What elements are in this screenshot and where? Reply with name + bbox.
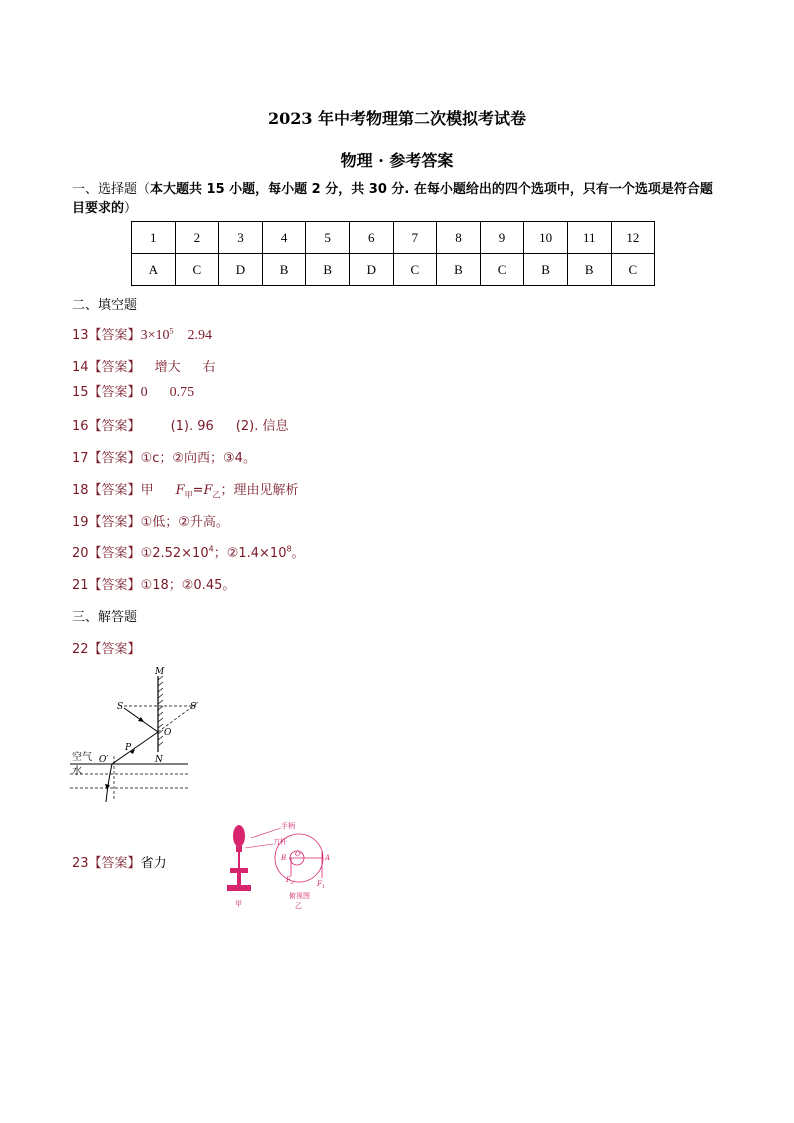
question-number: 17: [72, 451, 89, 466]
table-cell-number: 4: [262, 222, 306, 254]
answer-tag: 【答案】: [88, 515, 141, 530]
table-cell-number: 5: [306, 222, 350, 254]
question-number: 15: [72, 385, 89, 400]
label-air: 空气: [72, 752, 92, 763]
table-cell-answer: B: [524, 254, 568, 286]
table-cell-answer: C: [611, 254, 655, 286]
table-cell-number: 6: [349, 222, 393, 254]
label-jia: 甲: [235, 900, 242, 908]
question-number: 16: [72, 419, 89, 434]
section1-heading: [72, 180, 722, 218]
answer-row-17: [72, 447, 256, 466]
answer-value: 甲: [140, 483, 154, 498]
arrow-icon: [138, 717, 144, 722]
label-m: M: [155, 667, 165, 677]
answer-row-23: [72, 852, 167, 871]
answer-row-21: [72, 574, 235, 593]
question-number: 23: [72, 856, 89, 871]
answer-tag: 【答案】: [88, 419, 141, 434]
mirror-hatching: [158, 676, 163, 746]
answer-value: 右: [202, 360, 216, 375]
choice-answer-table: [131, 221, 655, 286]
table-cell-answer: C: [393, 254, 437, 286]
table-cell-number: 11: [567, 222, 611, 254]
section1-heading-bold: 本大题共 15 小题，每小题 2 分，共 30 分. 在每小题给出的四个选项中，只有一个选项是符合题目要求的: [72, 182, 713, 216]
answer-row-19: [72, 511, 229, 530]
label-s: S: [117, 702, 124, 712]
answer-value: 省力: [140, 856, 167, 871]
page-title: 2023 年中考物理第二次模拟考试卷: [267, 109, 527, 128]
question-number: 20: [72, 546, 89, 561]
refracted-ray: [106, 764, 112, 802]
table-cell-number: 10: [524, 222, 568, 254]
label-n: N: [155, 755, 163, 765]
page-subtitle: 物理 · 参考答案: [340, 151, 454, 170]
answer-row-15: [72, 381, 194, 401]
optics-diagram: [66, 664, 199, 804]
answer-value: ①18；②0.45。: [140, 578, 236, 593]
answer-tag: 【答案】: [88, 642, 141, 657]
arrow-icon: [105, 784, 110, 790]
answer-exponent: 4: [208, 544, 214, 554]
table-row-answers: [132, 254, 655, 286]
answer-value: ；理由见解析: [220, 483, 299, 498]
answer-tag: 【答案】: [88, 360, 141, 375]
answer-row-22: [72, 638, 141, 657]
table-cell-number: 8: [437, 222, 481, 254]
blade-rod: [238, 852, 240, 868]
question-number: 19: [72, 515, 89, 530]
label-f2: $F_2$: [286, 876, 295, 886]
answer-tag: 【答案】: [88, 385, 141, 400]
force-symbol: F: [203, 483, 213, 498]
label-p: P: [125, 743, 132, 753]
question-number: 21: [72, 578, 89, 593]
question-number: 14: [72, 360, 89, 375]
answer-row-20: [72, 542, 305, 561]
answer-tag: 【答案】: [88, 578, 141, 593]
cutter-stem: [237, 873, 241, 885]
answer-exponent: 8: [286, 544, 292, 554]
answer-value: (2). 信息: [235, 419, 289, 434]
label-a: A: [325, 854, 331, 862]
answer-value: 3×10: [140, 328, 170, 343]
answer-value: 0.75: [169, 385, 195, 400]
label-o: O: [164, 728, 172, 738]
answer-row-18: [72, 479, 299, 501]
label-s-prime: S′: [190, 702, 199, 712]
answer-row-13: [72, 324, 212, 344]
answer-tag: 【答案】: [88, 483, 141, 498]
question-number: 22: [72, 642, 89, 657]
answer-tag: 【答案】: [88, 451, 141, 466]
cutter-base: [227, 885, 251, 891]
label-leader-line: [245, 844, 273, 848]
table-cell-answer: C: [480, 254, 524, 286]
section1-heading-suffix: ）: [124, 201, 138, 216]
force-subscript: 甲: [184, 490, 193, 500]
lever-diagram: [225, 818, 335, 913]
question-number: 13: [72, 328, 89, 343]
label-water: 水: [72, 766, 82, 777]
answer-tag: 【答案】: [88, 546, 141, 561]
table-cell-answer: A: [132, 254, 176, 286]
table-cell-number: 12: [611, 222, 655, 254]
table-cell-number: 9: [480, 222, 524, 254]
table-cell-answer: B: [437, 254, 481, 286]
answer-value: 。: [291, 546, 305, 561]
answer-value: ①2.52×10: [140, 546, 209, 561]
answer-value: 增大: [154, 360, 181, 375]
table-cell-answer: D: [349, 254, 393, 286]
handle-neck: [236, 846, 242, 852]
answer-value: 0: [140, 385, 148, 400]
answer-exponent: 5: [169, 326, 174, 336]
table-cell-answer: C: [175, 254, 219, 286]
answer-row-14: [72, 356, 216, 375]
table-cell-number: 7: [393, 222, 437, 254]
force-symbol: F: [175, 483, 185, 498]
question-number: 18: [72, 483, 89, 498]
cutter-top-block: [230, 868, 248, 873]
label-f1: $F_1$: [317, 880, 326, 890]
answer-row-16: [72, 415, 288, 434]
answer-value: ①c；②向西；③4。: [140, 451, 256, 466]
table-row-numbers: [132, 222, 655, 254]
label-b: B: [281, 854, 287, 862]
section3-heading: 三、解答题: [72, 610, 138, 625]
answer-tag: 【答案】: [88, 856, 141, 871]
label-handle: 手柄: [281, 822, 295, 830]
answer-value: ①低；②升高。: [140, 515, 229, 530]
section2-heading: 二、填空题: [72, 298, 138, 313]
label-o-prime: O′: [99, 755, 109, 765]
force-subscript: 乙: [212, 490, 221, 500]
equals-sign: =: [192, 483, 204, 498]
label-top-view: 俯视图: [289, 892, 310, 900]
table-cell-answer: B: [567, 254, 611, 286]
section1-heading-prefix: 一、选择题（: [72, 182, 151, 197]
table-cell-number: 1: [132, 222, 176, 254]
label-blade: 刀杆: [273, 838, 287, 846]
table-cell-number: 3: [219, 222, 263, 254]
label-o: O: [295, 850, 301, 858]
answer-tag: 【答案】: [88, 328, 141, 343]
table-cell-answer: B: [262, 254, 306, 286]
label-yi: 乙: [295, 902, 302, 910]
answer-value: 2.94: [187, 328, 212, 343]
handle-shape: [233, 825, 245, 847]
label-leader-line: [251, 828, 281, 838]
answer-value: (1). 96: [170, 419, 214, 434]
reflected-ray: [112, 732, 158, 764]
table-cell-number: 2: [175, 222, 219, 254]
table-cell-answer: D: [219, 254, 263, 286]
table-cell-answer: B: [306, 254, 350, 286]
answer-value: ；②1.4×10: [213, 546, 287, 561]
